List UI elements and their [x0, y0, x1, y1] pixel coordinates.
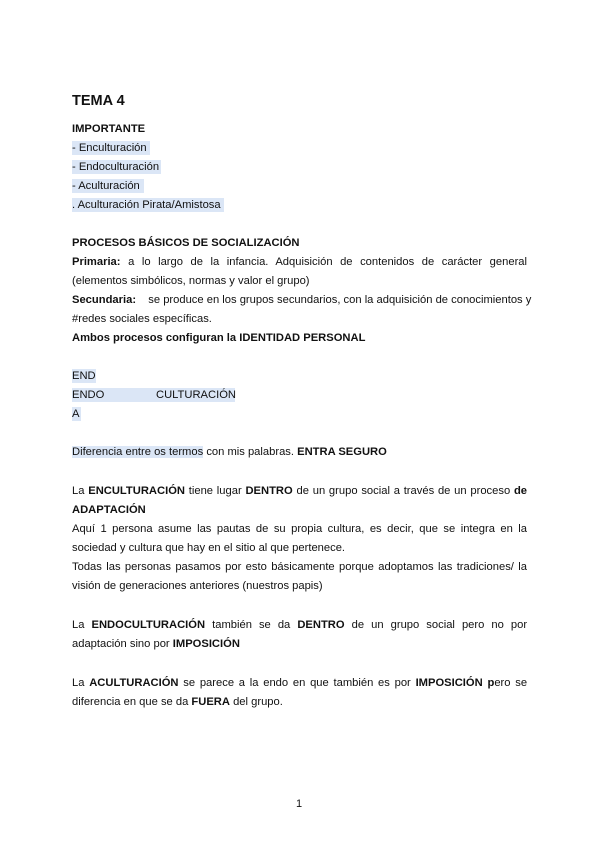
list-item: - Endoculturación — [72, 161, 160, 173]
primaria-line-1: Primaria: a lo largo de la infancia. Adquisición de contenidos de carácter general — [72, 256, 527, 268]
primaria-line-2: (elementos simbólicos, normas y valor el grupo) — [72, 275, 310, 287]
enculturacion-p3-line-1: Todas las personas pasamos por esto básicamente porque adoptamos las tradiciones/ la — [72, 561, 527, 573]
enculturacion-p2-line-1: Aquí 1 persona asume las pautas de su propia cultura, es decir, que se integra en la — [72, 523, 527, 535]
page-number: 1 — [296, 798, 303, 810]
diagram-endo-row: ENDO CULTURACIÓN — [72, 389, 236, 401]
aculturacion-line-2: diferencia en que se da FUERA del grupo. — [72, 696, 283, 708]
ambos-procesos: Ambos procesos configuran la IDENTIDAD PERSONAL — [72, 332, 366, 344]
aculturacion-line-1: La ACULTURACIÓN se parece a la endo en que también es por IMPOSICIÓN pero se — [72, 677, 528, 689]
enculturacion-line-2: ADAPTACIÓN — [72, 504, 146, 516]
section-heading: PROCESOS BÁSICOS DE SOCIALIZACIÓN — [72, 237, 300, 249]
page-title: TEMA 4 — [72, 93, 125, 109]
diferencia-line: Diferencia entre os termos con mis palabras. ENTRA SEGURO — [72, 446, 387, 458]
list-item: - Aculturación — [72, 179, 144, 193]
endoculturacion-line-1: La ENDOCULTURACIÓN también se da DENTRO de un grupo social pero no por — [72, 619, 528, 631]
list-item: . Aculturación Pirata/Amistosa — [72, 198, 224, 212]
endoculturacion-line-2: adaptación sino por IMPOSICIÓN — [72, 638, 240, 650]
important-heading: IMPORTANTE — [72, 123, 146, 135]
diagram-a: A — [72, 408, 80, 420]
list-item: - Enculturación — [72, 141, 150, 155]
enculturacion-line-1: La ENCULTURACIÓN tiene lugar DENTRO de un grupo social a través de un proceso de — [72, 485, 528, 497]
enculturacion-p3-line-2: visión de generaciones anteriores (nuestros papis) — [72, 580, 323, 592]
enculturacion-p2-line-2: sociedad y cultura que hay en el sitio al que pertenece. — [72, 542, 346, 554]
diagram-end: END — [72, 370, 96, 382]
secundaria-line-2: #redes sociales específicas. — [72, 313, 212, 325]
secundaria-line-1: Secundaria: se produce en los grupos secundarios, con la adquisición de conocimientos y — [72, 294, 532, 306]
